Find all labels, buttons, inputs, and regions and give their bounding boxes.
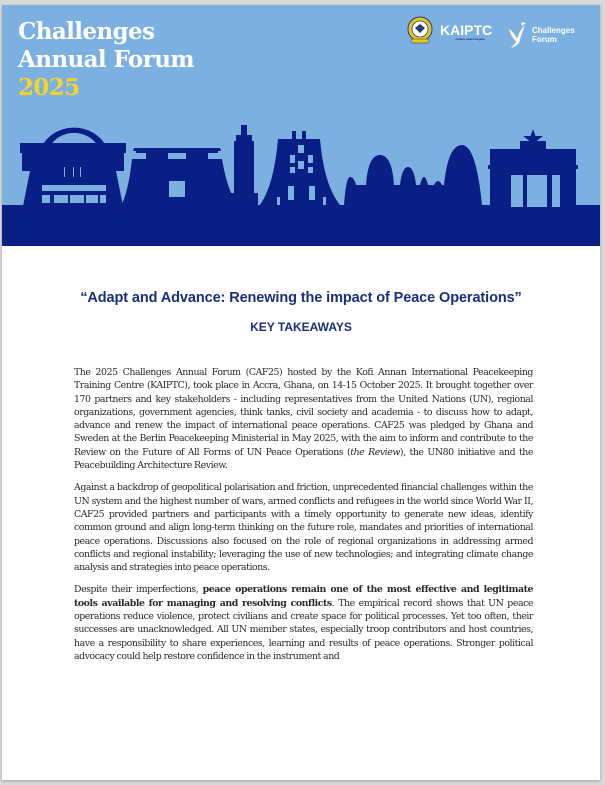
document-heading: “Adapt and Advance: Renewing the impact of Peace Operations” (80, 290, 522, 306)
dove-icon (507, 21, 529, 49)
challenges-forum-line-1: Challenges (532, 26, 575, 35)
forum-title (18, 18, 194, 102)
kaiptc-emblem-icon (405, 15, 435, 45)
paragraph-text: ), the UN80 initiative and the Peacebuilding Architecture Review. (74, 446, 533, 472)
paragraph-text: . The empirical record shows that UN peace operations reduce violence, protect civilians and create space for political processes. Yet too often, their successes are unacknowledged. All UN member states, especially troop contributors and host countries, have a responsibility to share experiences, learning and results of peace operations. Stronger political advocacy could help restore confidence in the instrument and (74, 597, 533, 662)
document-body (74, 366, 533, 672)
paragraph-context: Against a backdrop of geopolitical polarisation and friction, unprecedented financial challenges within the UN system and the highest number of wars, armed conflicts and refugees in the world since World War II, CAF25 provided partners and participants with a timely opportunity to generate new ideas, identify common ground and align long-term thinking on the future role, mandates and priorities of international peace operations. Discussions also focused on the role of regional organizations in addressing armed conflicts and regional instability; leveraging the use of new technologies; and integrating climate change analysis and strategies into peace operations. (74, 482, 533, 574)
paragraph-effectiveness (74, 583, 533, 663)
forum-year: 2025 (18, 74, 80, 101)
bold-key-message: peace operations remain one of the most effective and legitimate tools available for managing and resolving conflicts (74, 584, 533, 609)
paragraph-intro (74, 366, 533, 472)
document-page (2, 5, 600, 780)
paragraph-text: The 2025 Challenges Annual Forum (CAF25) hosted by the Kofi Annan International Peacekeeping Training Centre (KAIPTC), took place in Accra, Ghana, on 14-15 October 2025. It brought together over 170 partners and key stakeholders - including representatives from the United Nations (UN), regional organizations, government agencies, think tanks, civil society and academia - to discuss how to adapt, advance and renew the impact of international peace operations. CAF25 was pledged by Ghana and Sweden at the Berlin Peacekeeping Ministerial in May 2025, with the aim to inform and contribute to the Review on the Future of All Forms of UN Peace Operations ( (74, 367, 533, 458)
paragraph-text: Despite their imperfections, (74, 584, 203, 596)
header-banner (2, 5, 600, 246)
title-line-2: Annual Forum (18, 46, 195, 73)
italic-term: the Review (350, 446, 400, 458)
key-takeaways-heading: KEY TAKEAWAYS (250, 320, 352, 334)
challenges-forum-line-2: Forum (532, 35, 557, 44)
kaiptc-tagline: ...where peace begins (454, 37, 486, 41)
title-line-1: Challenges (18, 18, 155, 45)
kaiptc-logo (405, 15, 492, 45)
challenges-forum-logo (507, 21, 575, 49)
kaiptc-wordmark: KAIPTC (440, 22, 493, 38)
